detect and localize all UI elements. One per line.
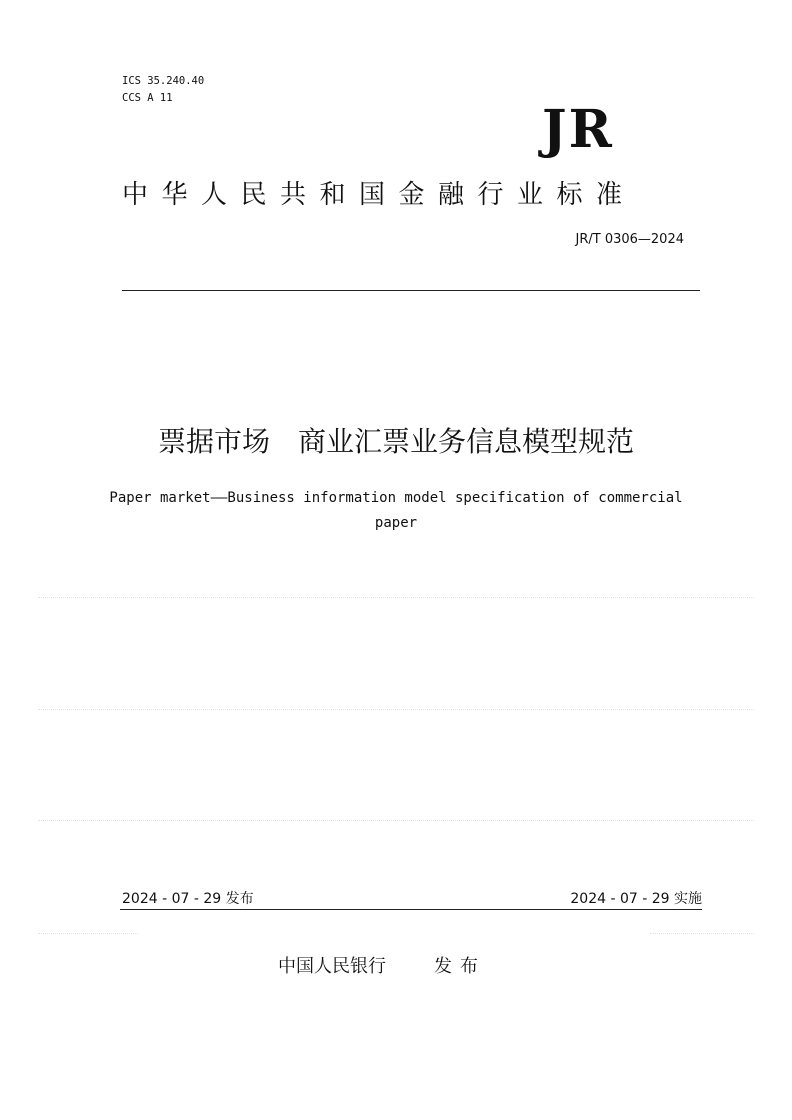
document-title-chinese: 票据市场 商业汇票业务信息模型规范 xyxy=(157,425,634,458)
issuing-authority xyxy=(278,955,486,979)
standard-type: 中华人民共和国金融行业标准 xyxy=(122,180,636,210)
implementation-date: 2024 - 07 - 29 实施 xyxy=(570,891,702,907)
ics-code: ICS 35.240.40 xyxy=(122,75,205,87)
divider-dotted xyxy=(38,597,754,598)
standard-number: JR/T 0306—2024 xyxy=(575,232,684,247)
publish-date: 2024 - 07 - 29 发布 xyxy=(122,891,254,907)
divider-dotted xyxy=(38,820,754,821)
date-row xyxy=(120,889,702,910)
divider-dotted xyxy=(38,709,754,710)
issuer-action: 发布 xyxy=(434,956,486,977)
issuer-name: 中国人民银行 xyxy=(278,956,386,977)
classification-codes xyxy=(122,73,204,107)
divider-dotted xyxy=(650,933,754,934)
jr-logo: JR xyxy=(542,99,614,160)
header-divider xyxy=(122,290,700,291)
divider-dotted xyxy=(38,933,138,934)
document-title-english: Paper market——Business information model specification of commercial paper xyxy=(109,490,683,531)
ccs-code: CCS A 11 xyxy=(122,92,173,104)
